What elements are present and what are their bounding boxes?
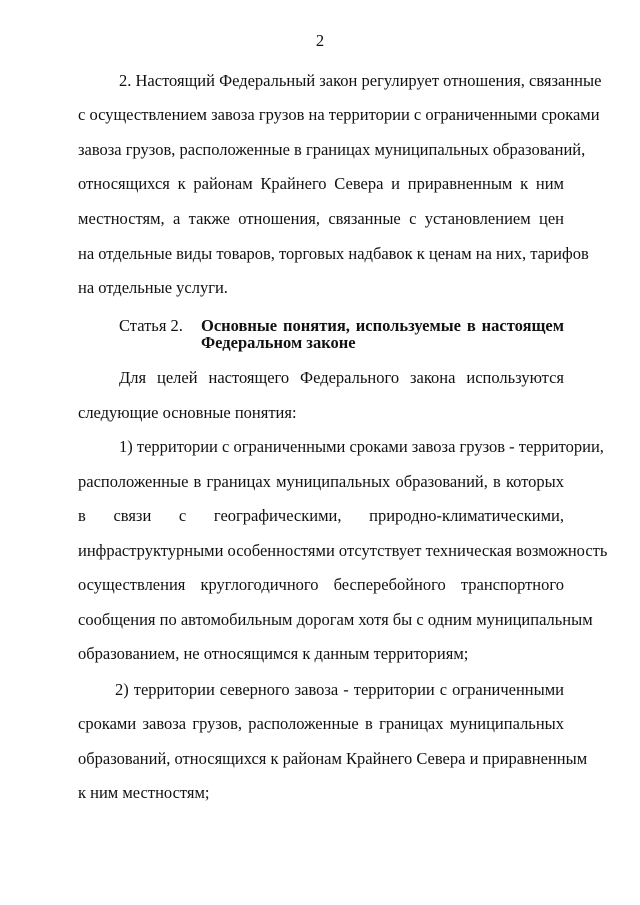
paragraph-line: к ним местностям; [78,783,210,802]
paragraph-line: относящихся к районам Крайнего Севера и приравненным к ним [78,174,564,193]
paragraph-line: образованием, не относящимся к данным территориям; [78,644,469,663]
paragraph-line: сообщения по автомобильным дорогам хотя бы с одним муниципальным [78,610,593,629]
article-title-line: Основные понятия, используемые в настоящем [201,316,564,335]
page-number: 2 [315,31,325,50]
paragraph-line: с осуществлением завоза грузов на территории с ограниченными сроками [78,105,600,124]
paragraph-line: в связи с географическими, природно-климатическими, [78,506,564,525]
article-title-line: Федеральном законе [201,333,356,352]
paragraph-line: на отдельные услуги. [78,278,228,297]
paragraph-line: следующие основные понятия: [78,403,297,422]
paragraph-line: на отдельные виды товаров, торговых надбавок к ценам на них, тарифов [78,244,589,263]
paragraph-line: 2) территории северного завоза - территории с ограниченными [115,680,564,699]
paragraph-line: осуществления круглогодичного бесперебойного транспортного [78,575,564,594]
paragraph-line: сроками завоза грузов, расположенные в границах муниципальных [78,714,564,733]
paragraph-line: инфраструктурными особенностями отсутствует техническая возможность [78,541,608,560]
paragraph-line: 2. Настоящий Федеральный закон регулирует отношения, связанные [119,71,602,90]
article-label: Статья 2. [119,316,183,335]
paragraph-line: 1) территории с ограниченными сроками завоза грузов - территории, [119,437,604,456]
paragraph-line: расположенные в границах муниципальных образований, в которых [78,472,564,491]
paragraph-line: Для целей настоящего Федерального закона используются [119,368,564,387]
paragraph-line: образований, относящихся к районам Крайнего Севера и приравненным [78,749,588,768]
paragraph-line: завоза грузов, расположенные в границах муниципальных образований, [78,140,586,159]
paragraph-line: местностям, а также отношения, связанные с установлением цен [78,209,564,228]
